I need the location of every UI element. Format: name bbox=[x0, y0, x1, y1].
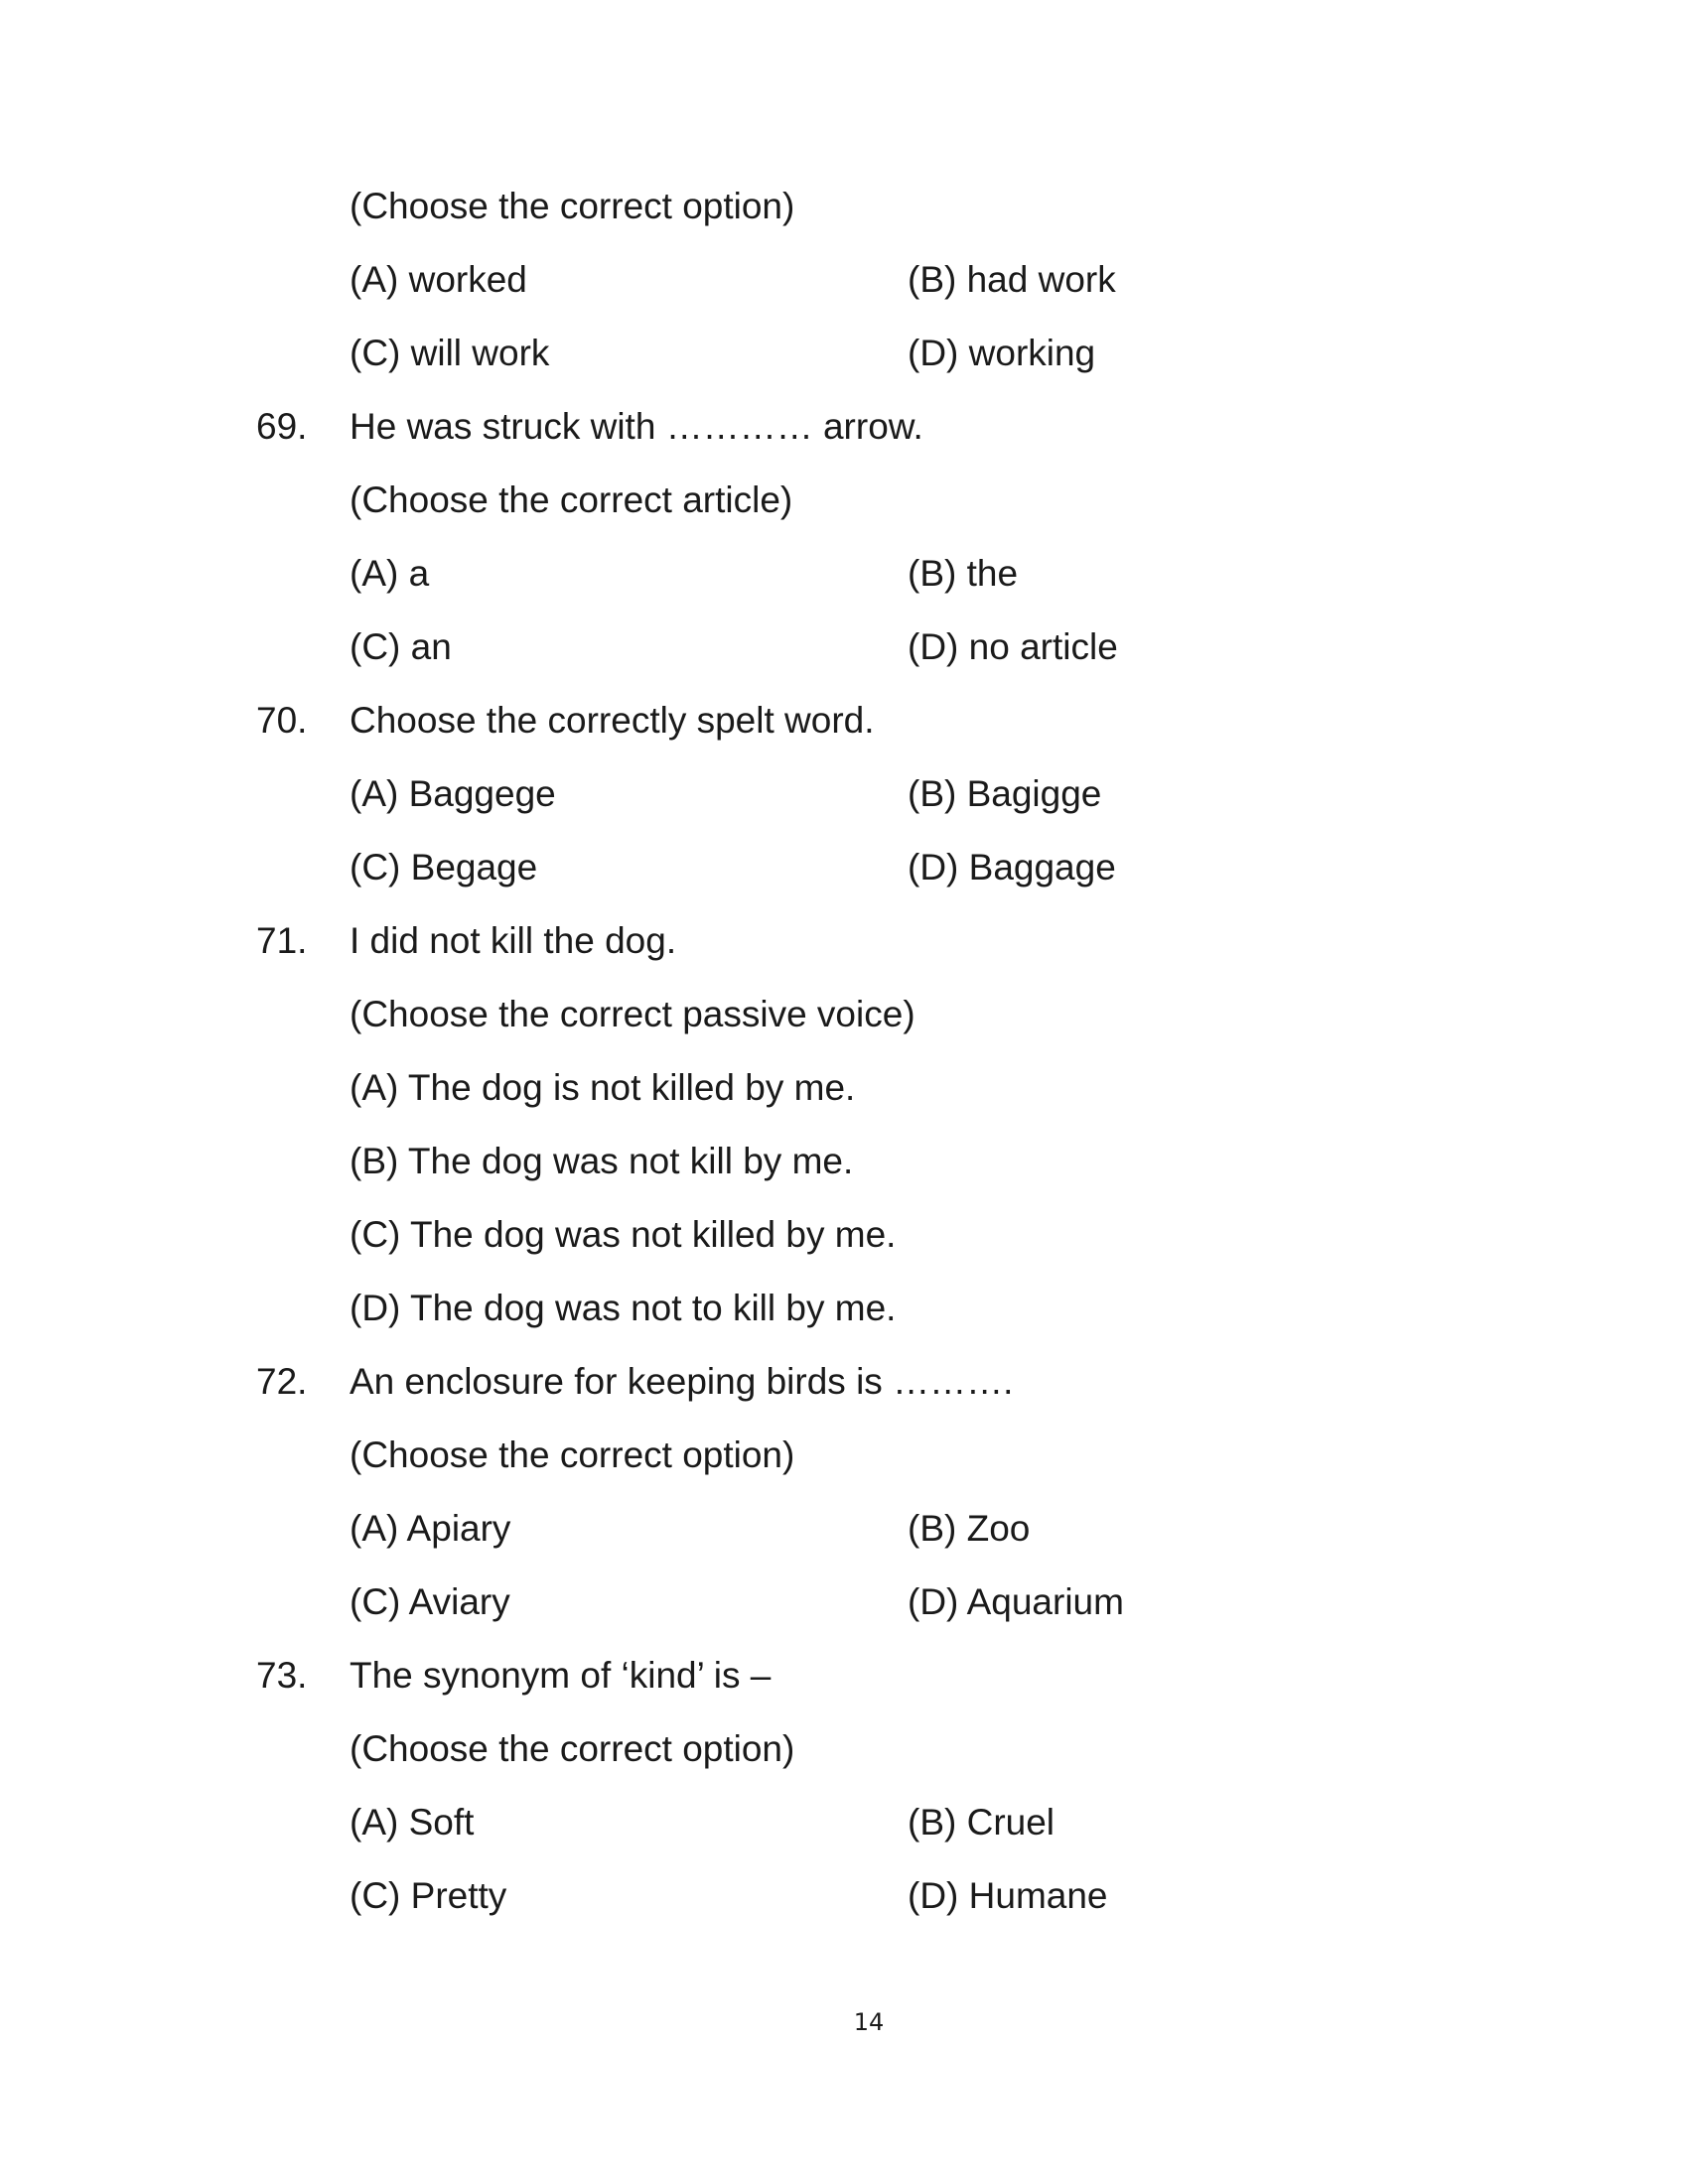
question-72-option-d: (D) Aquarium bbox=[908, 1581, 1124, 1622]
question-70-option-c: (C) Begage bbox=[350, 847, 538, 887]
question-73-number: 73. bbox=[256, 1655, 308, 1696]
question-71-option-c: (C) The dog was not killed by me. bbox=[350, 1214, 897, 1255]
question-69-number: 69. bbox=[256, 406, 308, 447]
question-73-option-b: (B) Cruel bbox=[908, 1802, 1055, 1843]
question-72-number: 72. bbox=[256, 1361, 308, 1402]
question-68-option-b: (B) had work bbox=[908, 259, 1116, 300]
question-68-option-d: (D) working bbox=[908, 333, 1096, 373]
question-69-option-c: (C) an bbox=[350, 626, 452, 667]
question-72-option-c: (C) Aviary bbox=[350, 1581, 510, 1622]
question-71-text: I did not kill the dog. bbox=[350, 920, 677, 961]
question-72-option-a: (A) Apiary bbox=[350, 1508, 511, 1549]
question-72-text: An enclosure for keeping birds is ………. bbox=[350, 1361, 1014, 1402]
question-70-number: 70. bbox=[256, 700, 308, 741]
question-70-option-b: (B) Bagigge bbox=[908, 773, 1102, 814]
question-69-text: He was struck with ………… arrow. bbox=[350, 406, 923, 447]
question-70-text: Choose the correctly spelt word. bbox=[350, 700, 875, 741]
question-69-option-a: (A) a bbox=[350, 553, 430, 594]
question-73-text: The synonym of ‘kind’ is – bbox=[350, 1655, 772, 1696]
question-73-instruction: (Choose the correct option) bbox=[350, 1728, 795, 1769]
page-number: 14 bbox=[853, 2008, 885, 2036]
question-71-option-b: (B) The dog was not kill by me. bbox=[350, 1141, 854, 1181]
question-69-option-b: (B) the bbox=[908, 553, 1019, 594]
question-71-option-d: (D) The dog was not to kill by me. bbox=[350, 1288, 897, 1328]
question-72-option-b: (B) Zoo bbox=[908, 1508, 1031, 1549]
question-73-option-c: (C) Pretty bbox=[350, 1875, 507, 1916]
question-71-instruction: (Choose the correct passive voice) bbox=[350, 994, 915, 1034]
question-71-option-a: (A) The dog is not killed by me. bbox=[350, 1067, 856, 1108]
question-73-option-d: (D) Humane bbox=[908, 1875, 1108, 1916]
question-69-instruction: (Choose the correct article) bbox=[350, 479, 793, 520]
question-68-option-a: (A) worked bbox=[350, 259, 527, 300]
question-68-option-c: (C) will work bbox=[350, 333, 550, 373]
question-69-option-d: (D) no article bbox=[908, 626, 1118, 667]
question-68-instruction: (Choose the correct option) bbox=[350, 186, 795, 226]
question-72-instruction: (Choose the correct option) bbox=[350, 1434, 795, 1475]
question-73-option-a: (A) Soft bbox=[350, 1802, 475, 1843]
question-70-option-d: (D) Baggage bbox=[908, 847, 1116, 887]
question-70-option-a: (A) Baggege bbox=[350, 773, 556, 814]
question-71-number: 71. bbox=[256, 920, 308, 961]
